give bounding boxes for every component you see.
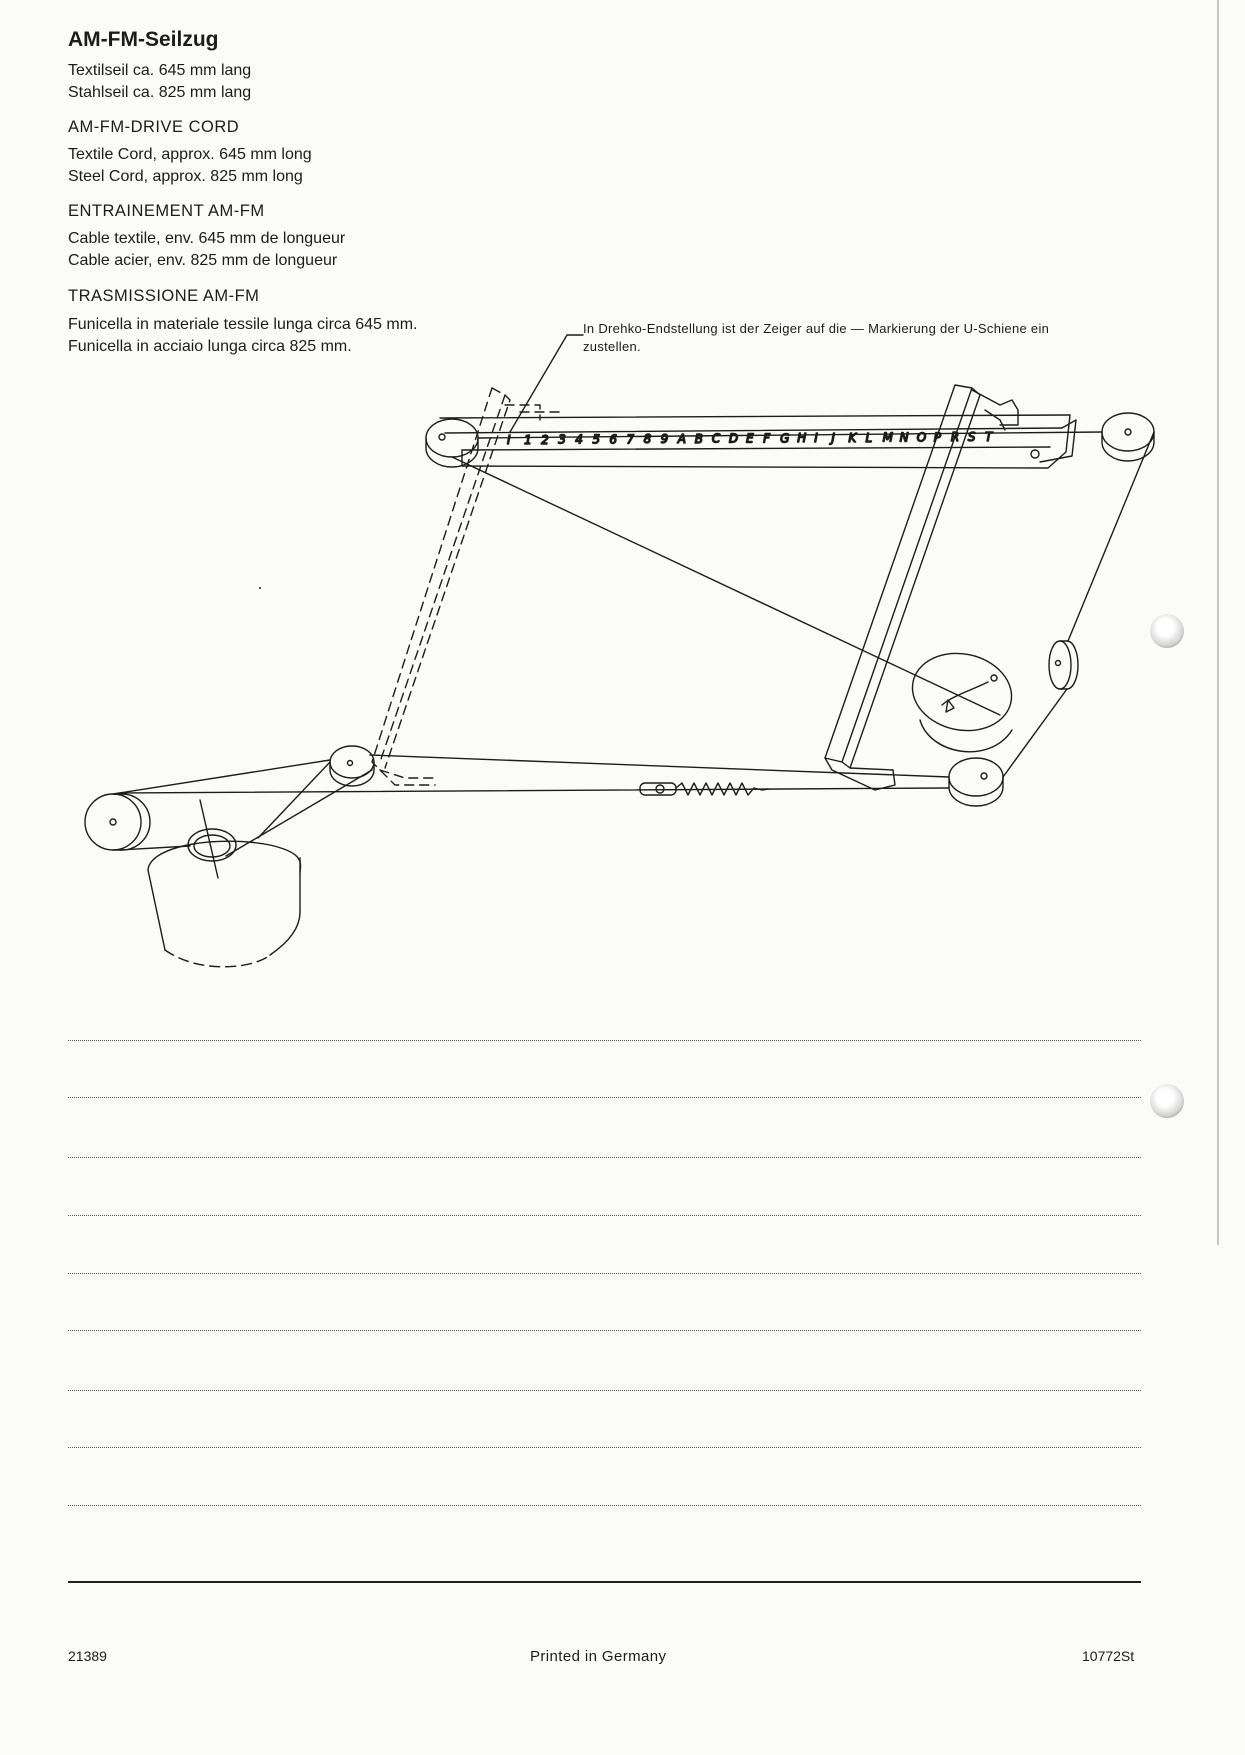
note-line <box>68 1330 1141 1331</box>
dial-scale-mark: 8 <box>643 432 652 447</box>
dial-scale-mark: P <box>933 430 942 445</box>
section-heading-english: AM-FM-DRIVE CORD <box>68 118 240 136</box>
dial-scale-mark: 5 <box>592 432 601 447</box>
dial-scale-mark: 1 <box>524 432 532 447</box>
tensioning-drum <box>905 644 1019 751</box>
pulley-top-right <box>1102 413 1154 461</box>
text-line: Textilseil ca. 645 mm lang <box>68 62 252 79</box>
dial-scale-mark: I <box>507 433 511 447</box>
u-rail <box>440 415 1076 468</box>
pulley-right-side <box>1049 641 1078 689</box>
text-line: Cable acier, env. 825 mm de longueur <box>68 252 338 269</box>
footer-part-number: 10772St <box>1082 1648 1135 1664</box>
note-line <box>68 1215 1141 1216</box>
dial-scale-mark: F <box>763 431 771 446</box>
dial-scale-mark: R <box>950 430 960 445</box>
dial-scale-mark: J <box>831 431 835 445</box>
dial-scale-mark: G <box>780 431 790 446</box>
dial-scale-mark: B <box>694 431 704 446</box>
dial-scale-mark: D <box>728 431 739 446</box>
dial-scale-mark: O <box>916 430 927 445</box>
page-edge <box>1217 0 1219 1245</box>
pointer-slider <box>825 385 1018 790</box>
annotation-line: zustellen. <box>583 339 641 354</box>
dial-scale-mark: 3 <box>558 432 566 447</box>
text-line: Cable textile, env. 645 mm de longueur <box>68 230 346 247</box>
pointer-end-position <box>372 388 560 785</box>
dial-scale-mark: N <box>899 430 909 445</box>
note-line <box>68 1447 1141 1448</box>
dial-scale <box>507 430 994 447</box>
pulley-top-left <box>426 419 478 467</box>
punch-hole <box>1150 614 1184 648</box>
text-line: Stahlseil ca. 825 mm lang <box>68 84 252 101</box>
dial-scale-mark: 4 <box>575 432 583 447</box>
dial-scale-mark: 6 <box>609 432 618 447</box>
bottom-rule <box>68 1581 1141 1583</box>
pulley-middle-left <box>330 746 374 786</box>
dial-scale-mark: S <box>967 430 976 445</box>
text-line: Funicella in acciaio lunga circa 825 mm. <box>68 338 352 355</box>
note-line <box>68 1273 1141 1274</box>
dial-scale-mark: I <box>814 431 818 446</box>
text-line: Funicella in materiale tessile lunga circa 645 mm. <box>68 316 418 333</box>
text-line: Steel Cord, approx. 825 mm long <box>68 168 303 185</box>
punch-hole <box>1150 1084 1184 1118</box>
footer-document-number: 21389 <box>68 1648 107 1664</box>
footer-printed-in: Printed in Germany <box>530 1648 667 1665</box>
pulley-left <box>85 794 150 850</box>
dial-scale-mark: 2 <box>541 432 549 447</box>
dial-scale-mark: A <box>677 431 686 446</box>
section-heading-italian: TRASMISSIONE AM-FM <box>68 287 260 305</box>
dial-scale-mark: C <box>711 431 721 446</box>
note-line <box>68 1097 1141 1098</box>
pulley-bottom-right <box>949 758 1003 806</box>
text-line: Textile Cord, approx. 645 mm long <box>68 146 312 163</box>
note-line <box>68 1040 1141 1041</box>
note-line <box>68 1157 1141 1158</box>
dial-scale-mark: K <box>848 430 857 445</box>
dial-scale-mark: 7 <box>626 432 635 447</box>
dial-scale-mark: E <box>746 431 754 446</box>
dial-scale-mark: M <box>882 430 893 445</box>
dial-scale-mark: 9 <box>660 432 669 446</box>
dial-scale-mark: L <box>865 430 873 445</box>
page-title: AM-FM-Seilzug <box>68 28 219 51</box>
dial-scale-mark: H <box>797 431 807 446</box>
section-heading-french: ENTRAINEMENT AM-FM <box>68 202 265 220</box>
dial-scale-mark: T <box>985 430 993 444</box>
note-line <box>68 1505 1141 1506</box>
annotation-line: In Drehko-Endstellung ist der Zeiger auf die — Markierung der U-Schiene ein <box>583 321 1050 336</box>
note-line <box>68 1390 1141 1391</box>
drive-cord <box>113 432 1154 856</box>
